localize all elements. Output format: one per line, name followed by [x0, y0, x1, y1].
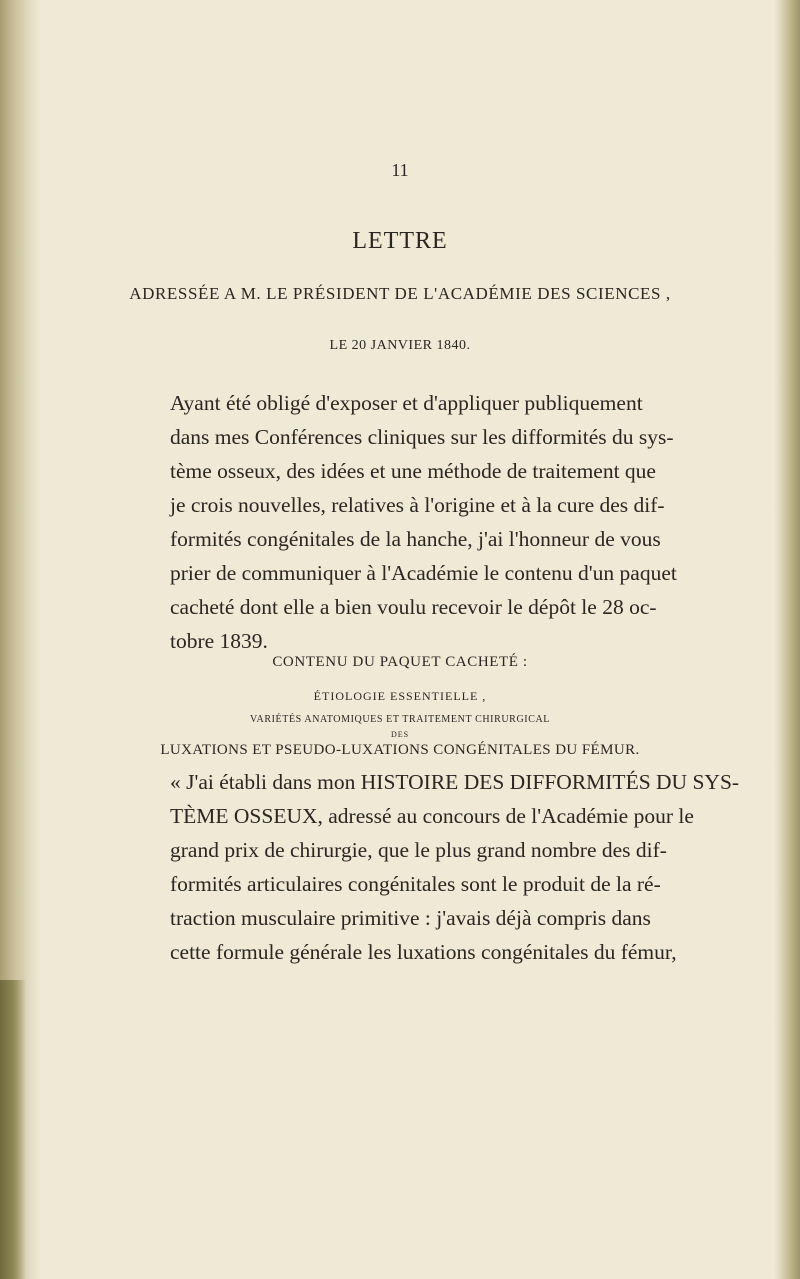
section-heading-des: DES [390, 730, 410, 739]
text-line: formités congénitales de la hanche, j'ai l'honneur de vous [170, 527, 661, 551]
text-line: formités articulaires congénitales sont le produit de la ré- [170, 872, 661, 896]
section-heading-etiology: ÉTIOLOGIE ESSENTIELLE , [313, 689, 487, 703]
section-heading-varieties: VARIÉTÉS ANATOMIQUES ET TRAITEMENT CHIRURGICAL [249, 714, 551, 725]
text-line: je crois nouvelles, relatives à l'origine et à la cure des dif- [170, 493, 665, 517]
text-line: grand prix de chirurgie, que le plus grand nombre des dif- [170, 838, 667, 862]
text-line: tème osseux, des idées et une méthode de traitement que [170, 459, 656, 483]
paragraph-intro [170, 386, 677, 658]
text-line: prier de communiquer à l'Académie le contenu d'un paquet [170, 561, 677, 585]
letter-date: LE 20 JANVIER 1840. [329, 338, 471, 353]
text-line: cette formule générale les luxations congénitales du fémur, [170, 940, 677, 964]
text-line: traction musculaire primitive : j'avais déjà compris dans [170, 906, 651, 930]
text-line: cacheté dont elle a bien voulu recevoir le dépôt le 28 oc- [170, 595, 657, 619]
section-heading-luxations: LUXATIONS ET PSEUDO-LUXATIONS CONGÉNITALES DU FÉMUR. [160, 742, 640, 758]
text-line: dans mes Conférences cliniques sur les difformités du sys- [170, 425, 674, 449]
text-line: « J'ai établi dans mon HISTOIRE DES DIFFORMITÉS DU SYS- [170, 770, 740, 794]
text-line: Ayant été obligé d'exposer et d'appliquer publiquement [170, 391, 643, 415]
page-number: 11 [391, 160, 409, 180]
text-line: TÈME OSSEUX, adressé au concours de l'Académie pour le [170, 804, 694, 828]
paragraph-quote [170, 765, 740, 969]
page-title: LETTRE [352, 228, 448, 254]
text-line: tobre 1839. [170, 629, 268, 653]
letter-addressee: ADRESSÉE A M. LE PRÉSIDENT DE L'ACADÉMIE DES SCIENCES , [129, 284, 671, 303]
section-heading-contents: CONTENU DU PAQUET CACHETÉ : [272, 654, 528, 670]
